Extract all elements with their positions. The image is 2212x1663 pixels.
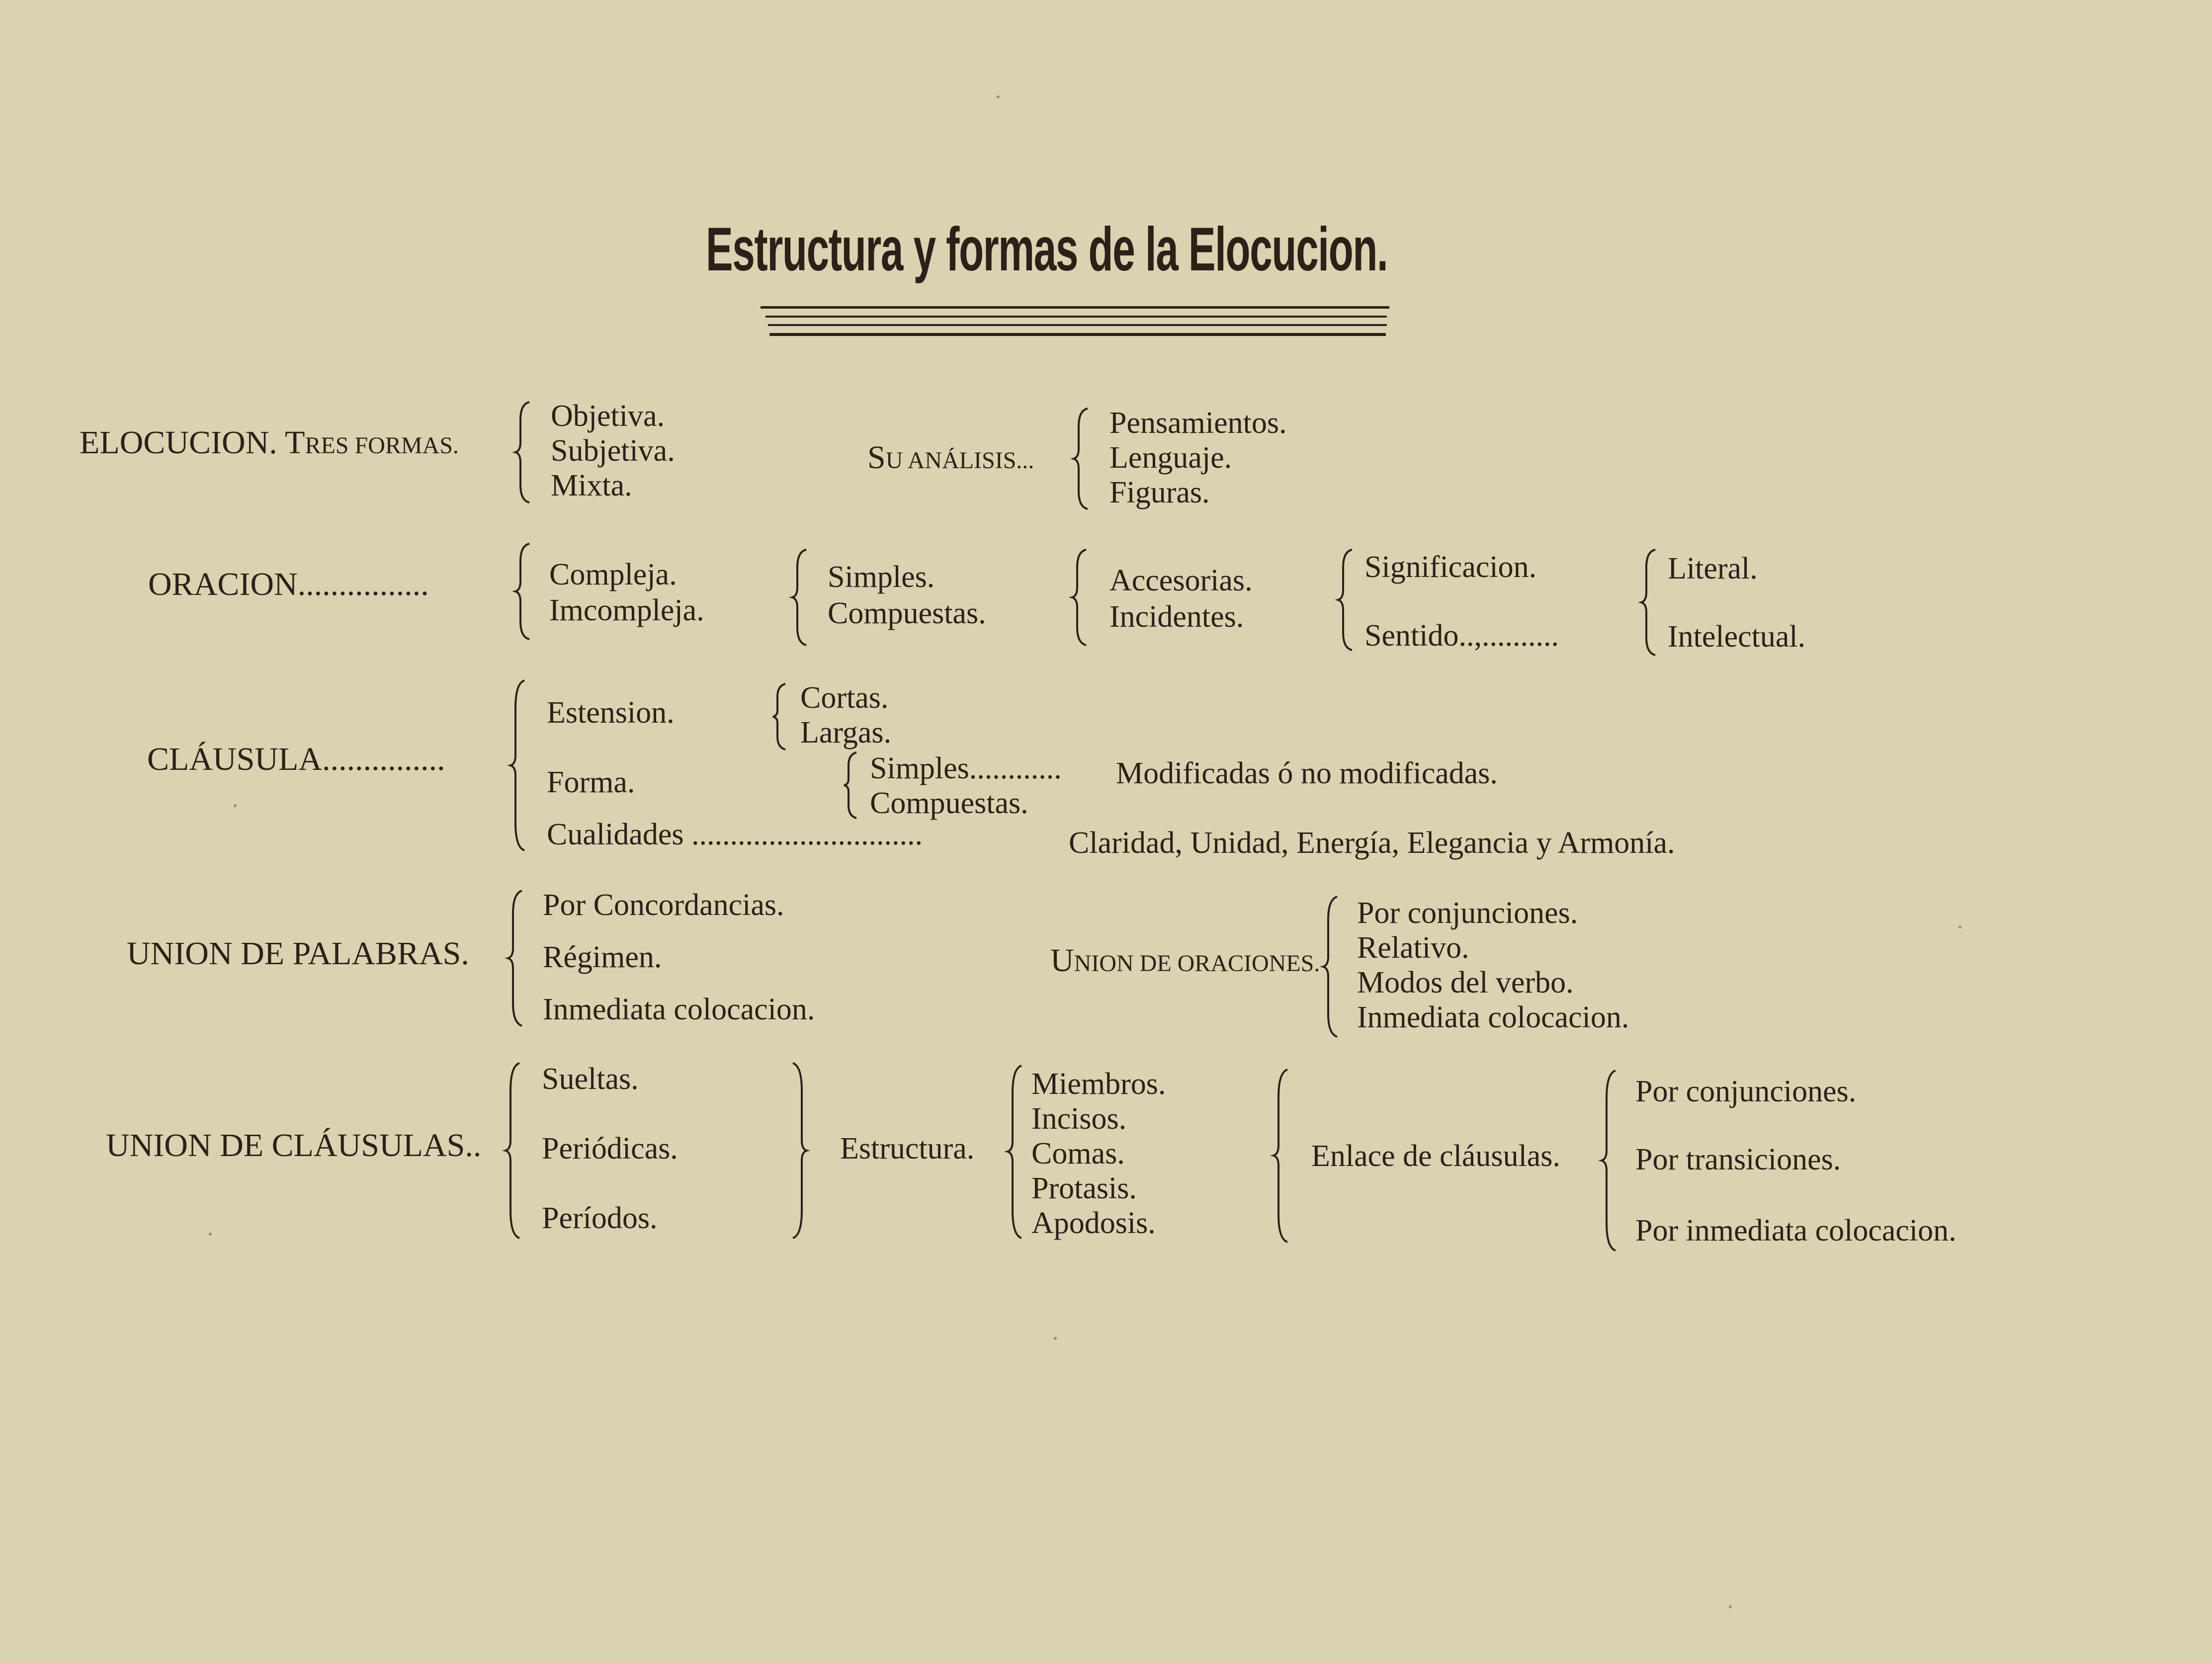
paper-speck [1729, 1605, 1732, 1608]
oracion-incidentes: Incidentes. [1109, 600, 1244, 634]
brace-clausula-estension [771, 682, 788, 751]
clausula-forma: Forma. [547, 765, 635, 799]
estructura-comas: Comas. [1031, 1137, 1125, 1170]
clausula-cualidades: Cualidades .............................. [547, 818, 923, 851]
clausula-heading: CLÁUSULA............... [147, 741, 445, 777]
analysis-item-figuras: Figuras. [1109, 476, 1210, 509]
union-palabras-regimen: Régimen. [543, 940, 662, 974]
union-clausulas-periodicas: Periódicas. [542, 1132, 678, 1165]
brace-estructura [1007, 1064, 1026, 1240]
brace-union-clausulas [505, 1061, 524, 1240]
brace-oracion-1 [514, 542, 534, 641]
clausula-largas: Largas. [800, 716, 892, 749]
brace-union-clausulas-close [788, 1061, 808, 1240]
elocucion-heading: ELOCUCION. TRES FORMAS. [80, 424, 459, 461]
union-palabras-concordancias: Por Concordancias. [543, 888, 784, 922]
oracion-literal: Literal. [1668, 552, 1758, 585]
union-oraciones-label: UNION DE ORACIONES. [1050, 942, 1320, 979]
paper-speck [997, 95, 1000, 98]
estructura-incisos: Incisos. [1031, 1102, 1127, 1136]
enlace-conjunciones: Por conjunciones. [1635, 1075, 1857, 1108]
union-clausulas-periodos: Períodos. [542, 1201, 658, 1235]
brace-clausula [510, 678, 529, 852]
estructura-protasis: Protasis. [1031, 1171, 1137, 1205]
union-clausulas-sueltas: Sueltas. [542, 1062, 639, 1096]
elocucion-form-mixta: Mixta. [551, 469, 632, 502]
paper-speck [1054, 1337, 1057, 1340]
brace-oracion-3 [1071, 548, 1091, 647]
union-clausulas-enlace: Enlace de cláusulas. [1311, 1139, 1560, 1173]
estructura-apodosis: Apodosis. [1031, 1206, 1156, 1240]
title-rule-3 [768, 324, 1387, 326]
elocucion-analysis-label: SU ANÁLISIS... [867, 439, 1034, 476]
brace-enlace-open [1273, 1068, 1292, 1244]
estructura-miembros: Miembros. [1031, 1067, 1166, 1101]
union-clausulas-estructura: Estructura. [840, 1132, 975, 1165]
oracion-simples: Simples. [828, 560, 935, 594]
oracion-compuestas: Compuestas. [828, 596, 986, 630]
brace-enlace [1601, 1069, 1620, 1252]
clausula-cortas: Cortas. [800, 681, 889, 715]
union-oraciones-inmediata: Inmediata colocacion. [1357, 1000, 1629, 1034]
brace-elocucion-analysis [1073, 407, 1093, 511]
clausula-forma-simples: Simples............ [870, 751, 1062, 785]
brace-union-oraciones [1322, 895, 1342, 1039]
enlace-transiciones: Por transiciones. [1635, 1143, 1841, 1176]
clausula-forma-modificadas: Modificadas ó no modificadas. [1116, 756, 1498, 790]
enlace-inmediata: Por inmediata colocacion. [1635, 1214, 1957, 1247]
clausula-cualidades-list: Claridad, Unidad, Energía, Elegancia y Armonía. [1069, 826, 1675, 860]
paper-speck [234, 804, 237, 807]
oracion-sentido: Sentido..,.......... [1364, 619, 1559, 653]
brace-oracion-5 [1640, 548, 1660, 657]
title-rule-4 [769, 333, 1386, 336]
union-palabras-heading: UNION DE PALABRAS. [127, 935, 469, 972]
clausula-forma-compuestas: Compuestas. [870, 786, 1028, 820]
paper-speck [209, 1233, 212, 1236]
brace-oracion-4 [1337, 548, 1357, 652]
oracion-compleja: Compleja. [549, 558, 677, 591]
union-oraciones-conjunciones: Por conjunciones. [1357, 896, 1578, 930]
elocucion-form-subjetiva: Subjetiva. [551, 434, 675, 468]
oracion-heading: ORACION................ [148, 566, 429, 602]
title-rule-2 [766, 316, 1387, 318]
brace-elocucion-forms [514, 400, 534, 504]
oracion-intelectual: Intelectual. [1668, 620, 1806, 654]
union-oraciones-modos: Modos del verbo. [1357, 966, 1574, 999]
clausula-estension: Estension. [547, 696, 675, 730]
title-rule-1 [761, 306, 1389, 309]
oracion-imcompleja: Imcompleja. [549, 593, 704, 627]
elocucion-form-objetiva: Objetiva. [551, 399, 665, 433]
analysis-item-pensamientos: Pensamientos. [1109, 406, 1287, 440]
brace-clausula-forma [843, 750, 859, 820]
analysis-item-lenguaje: Lenguaje. [1109, 441, 1232, 475]
union-palabras-inmediata: Inmediata colocacion. [543, 993, 815, 1026]
paper-speck [1958, 925, 1961, 928]
union-oraciones-relativo: Relativo. [1357, 931, 1469, 965]
brace-oracion-2 [791, 548, 811, 647]
page-title: Estructura y formas de la Elocucion. [706, 215, 1388, 284]
oracion-accesorias: Accesorias. [1109, 564, 1253, 597]
oracion-significacion: Significacion. [1364, 550, 1537, 584]
brace-union-palabras [507, 889, 527, 1028]
union-clausulas-heading: UNION DE CLÁUSULAS.. [106, 1127, 482, 1164]
